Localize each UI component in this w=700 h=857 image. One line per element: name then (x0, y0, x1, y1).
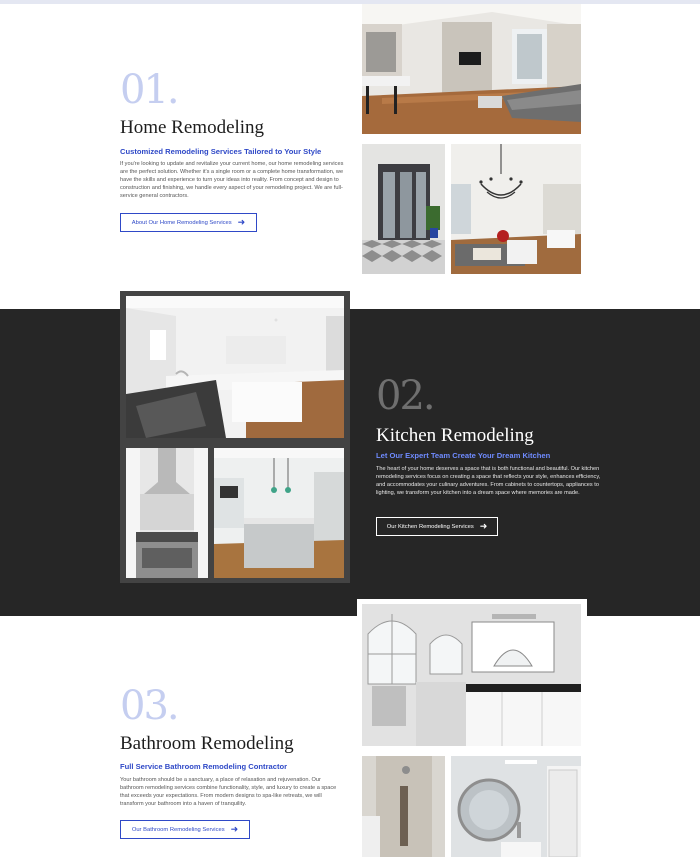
button-label: Our Kitchen Remodeling Services (386, 523, 474, 530)
arrow-right-icon: ➜ (230, 824, 239, 834)
section-description: Your bathroom should be a sanctuary, a place of relaxation and rejuvenation. Our bathroom remodeling services combine functionality, style, and luxury to create a space that exceeds your expectations. From modern designs to spa-like retreats, we will transform your bathroom into a haven of tranquility. (120, 777, 337, 807)
shower-photo (362, 756, 445, 857)
bathroom-remodeling-button[interactable] (120, 820, 250, 839)
section-description: If you're looking to update and revitalize your current home, our home remodeling services are the perfect solution. Whether it's a single room or a complete home transformation, we have the skills and experience to turn your ideas into reality. From concept and design to construction and finishing, we handle every aspect of your remodeling project. We are full-service general contractors. (120, 161, 344, 199)
arrow-right-icon: ➜ (237, 217, 246, 227)
chandelier-room-photo (451, 144, 581, 274)
section-number: 03. (120, 683, 178, 729)
front-door-photo (362, 144, 445, 274)
kitchen-remodeling-section (0, 309, 700, 616)
section-description: The heart of your home deserves a space that is both functional and beautiful. Our kitchen remodeling services focus on creating a space that reflects your style, enhances efficiency, and accommodates your culinary adventures. From cabinets to countertops, appliances to lighting, we transform your kitchen into a dream space where memories are made. (376, 466, 601, 496)
home-remodeling-section (0, 4, 700, 309)
kitchen-island-photo (126, 296, 344, 438)
section-title: Home Remodeling (120, 117, 265, 138)
button-label: Our Bathroom Remodeling Services (131, 826, 225, 833)
section-subtitle: Let Our Expert Team Create Your Dream Kitchen (376, 451, 551, 460)
open-kitchen-photo (214, 448, 344, 578)
living-room-photo (362, 4, 581, 134)
section-subtitle: Full Service Bathroom Remodeling Contractor (120, 762, 288, 771)
bathroom-remodeling-section (0, 616, 700, 857)
button-label: About Our Home Remodeling Services (131, 219, 232, 226)
arrow-right-icon: ➜ (479, 521, 488, 531)
bathroom-vanity-photo (362, 604, 581, 746)
section-title: Bathroom Remodeling (120, 733, 294, 754)
round-mirror-photo (451, 756, 581, 857)
kitchen-remodeling-button[interactable] (376, 517, 498, 536)
home-remodeling-button[interactable] (120, 213, 257, 232)
range-hood-photo (126, 448, 208, 578)
section-subtitle: Customized Remodeling Services Tailored to Your Style (120, 147, 322, 156)
section-number: 01. (120, 67, 178, 113)
section-title: Kitchen Remodeling (376, 425, 534, 446)
section-number: 02. (376, 373, 434, 419)
